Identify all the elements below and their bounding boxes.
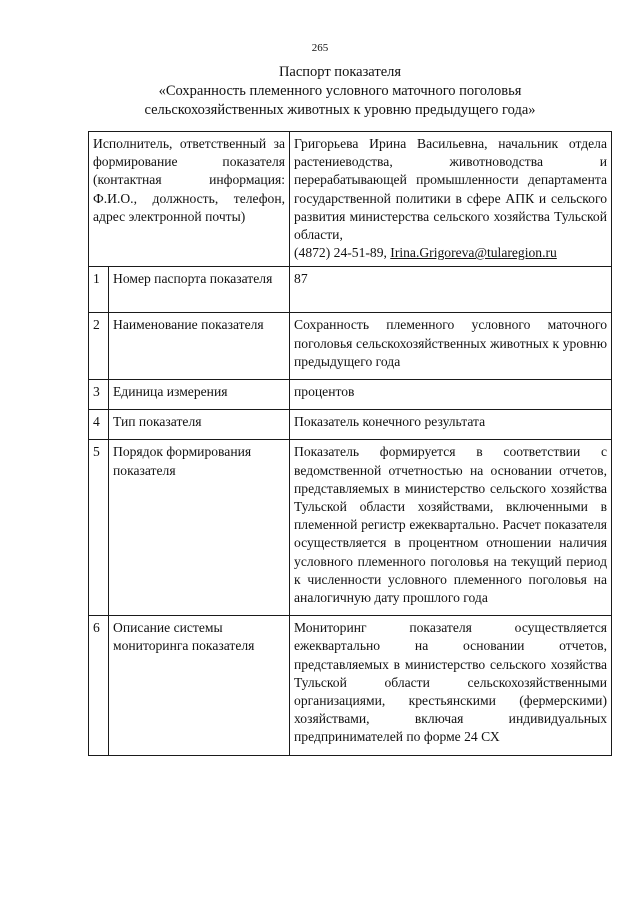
title-line-1: Паспорт показателя <box>278 64 402 80</box>
table-row <box>89 313 612 380</box>
row-value: процентов <box>290 380 612 410</box>
row-name: Номер паспорта показателя <box>109 267 290 313</box>
email-link[interactable]: Irina.Grigoreva@tularegion.ru <box>390 245 557 261</box>
table-row-responsible <box>89 132 612 267</box>
table-row <box>89 616 612 755</box>
phone-number: (4872) 24-51-89, <box>294 245 387 261</box>
row-name: Тип показателя <box>109 410 290 440</box>
responsible-label: Исполнитель, ответственный за формирование показателя (контактная информация: Ф.И.О., должность, телефон, адрес электронной почты) <box>89 132 290 267</box>
responsible-text: Григорьева Ирина Васильевна, начальник отдела растениеводства, животноводства и перерабатывающей промышленности департамента государственной политики в сфере АПК и сельского развития министерства сельского хозяйства Тульской области, <box>294 136 607 243</box>
row-name: Наименование показателя <box>109 313 290 380</box>
row-name: Описание системы мониторинга показателя <box>109 616 290 755</box>
table-row <box>89 267 612 313</box>
table-row <box>89 440 612 616</box>
row-value: Показатель конечного результата <box>290 410 612 440</box>
row-value: Мониторинг показателя осуществляется ежеквартально на основании отчетов, представляемых в министерство сельского хозяйства Тульской области сельскохозяйственными организациями, крестьянскими (фермерскими) хозяйствами, включая индивидуальных предпринимателей по форме 24 СХ <box>290 616 612 755</box>
title-line-3: сельскохозяйственных животных к уровню предыдущего года» <box>144 102 536 118</box>
row-number: 2 <box>89 313 109 380</box>
page-number: 265 <box>311 42 329 54</box>
row-number: 1 <box>89 267 109 313</box>
table-row <box>89 410 612 440</box>
title-line-2: «Сохранность племенного условного маточного поголовья <box>158 83 522 99</box>
row-number: 3 <box>89 380 109 410</box>
contact-line <box>294 244 607 262</box>
row-name: Порядок формирования показателя <box>109 440 290 616</box>
passport-table <box>88 131 612 756</box>
responsible-value <box>290 132 612 267</box>
row-name: Единица измерения <box>109 380 290 410</box>
row-value: 87 <box>290 267 612 313</box>
row-value: Сохранность племенного условного маточного поголовья сельскохозяйственных животных к уровню предыдущего года <box>290 313 612 380</box>
row-number: 6 <box>89 616 109 755</box>
row-number: 4 <box>89 410 109 440</box>
table-row <box>89 380 612 410</box>
document-title <box>60 63 620 120</box>
row-number: 5 <box>89 440 109 616</box>
row-value: Показатель формируется в соответствии с ведомственной отчетностью на основании отчетов, представляемых в министерство сельского хозяйства Тульской области хозяйствами, включенными в племенной регистр ежеквартально. Расчет показателя осуществляется в процентном отношении наличия условного племенного поголовья на текущий период к численности условного племенного поголовья на аналогичную дату прошлого года <box>290 440 612 616</box>
